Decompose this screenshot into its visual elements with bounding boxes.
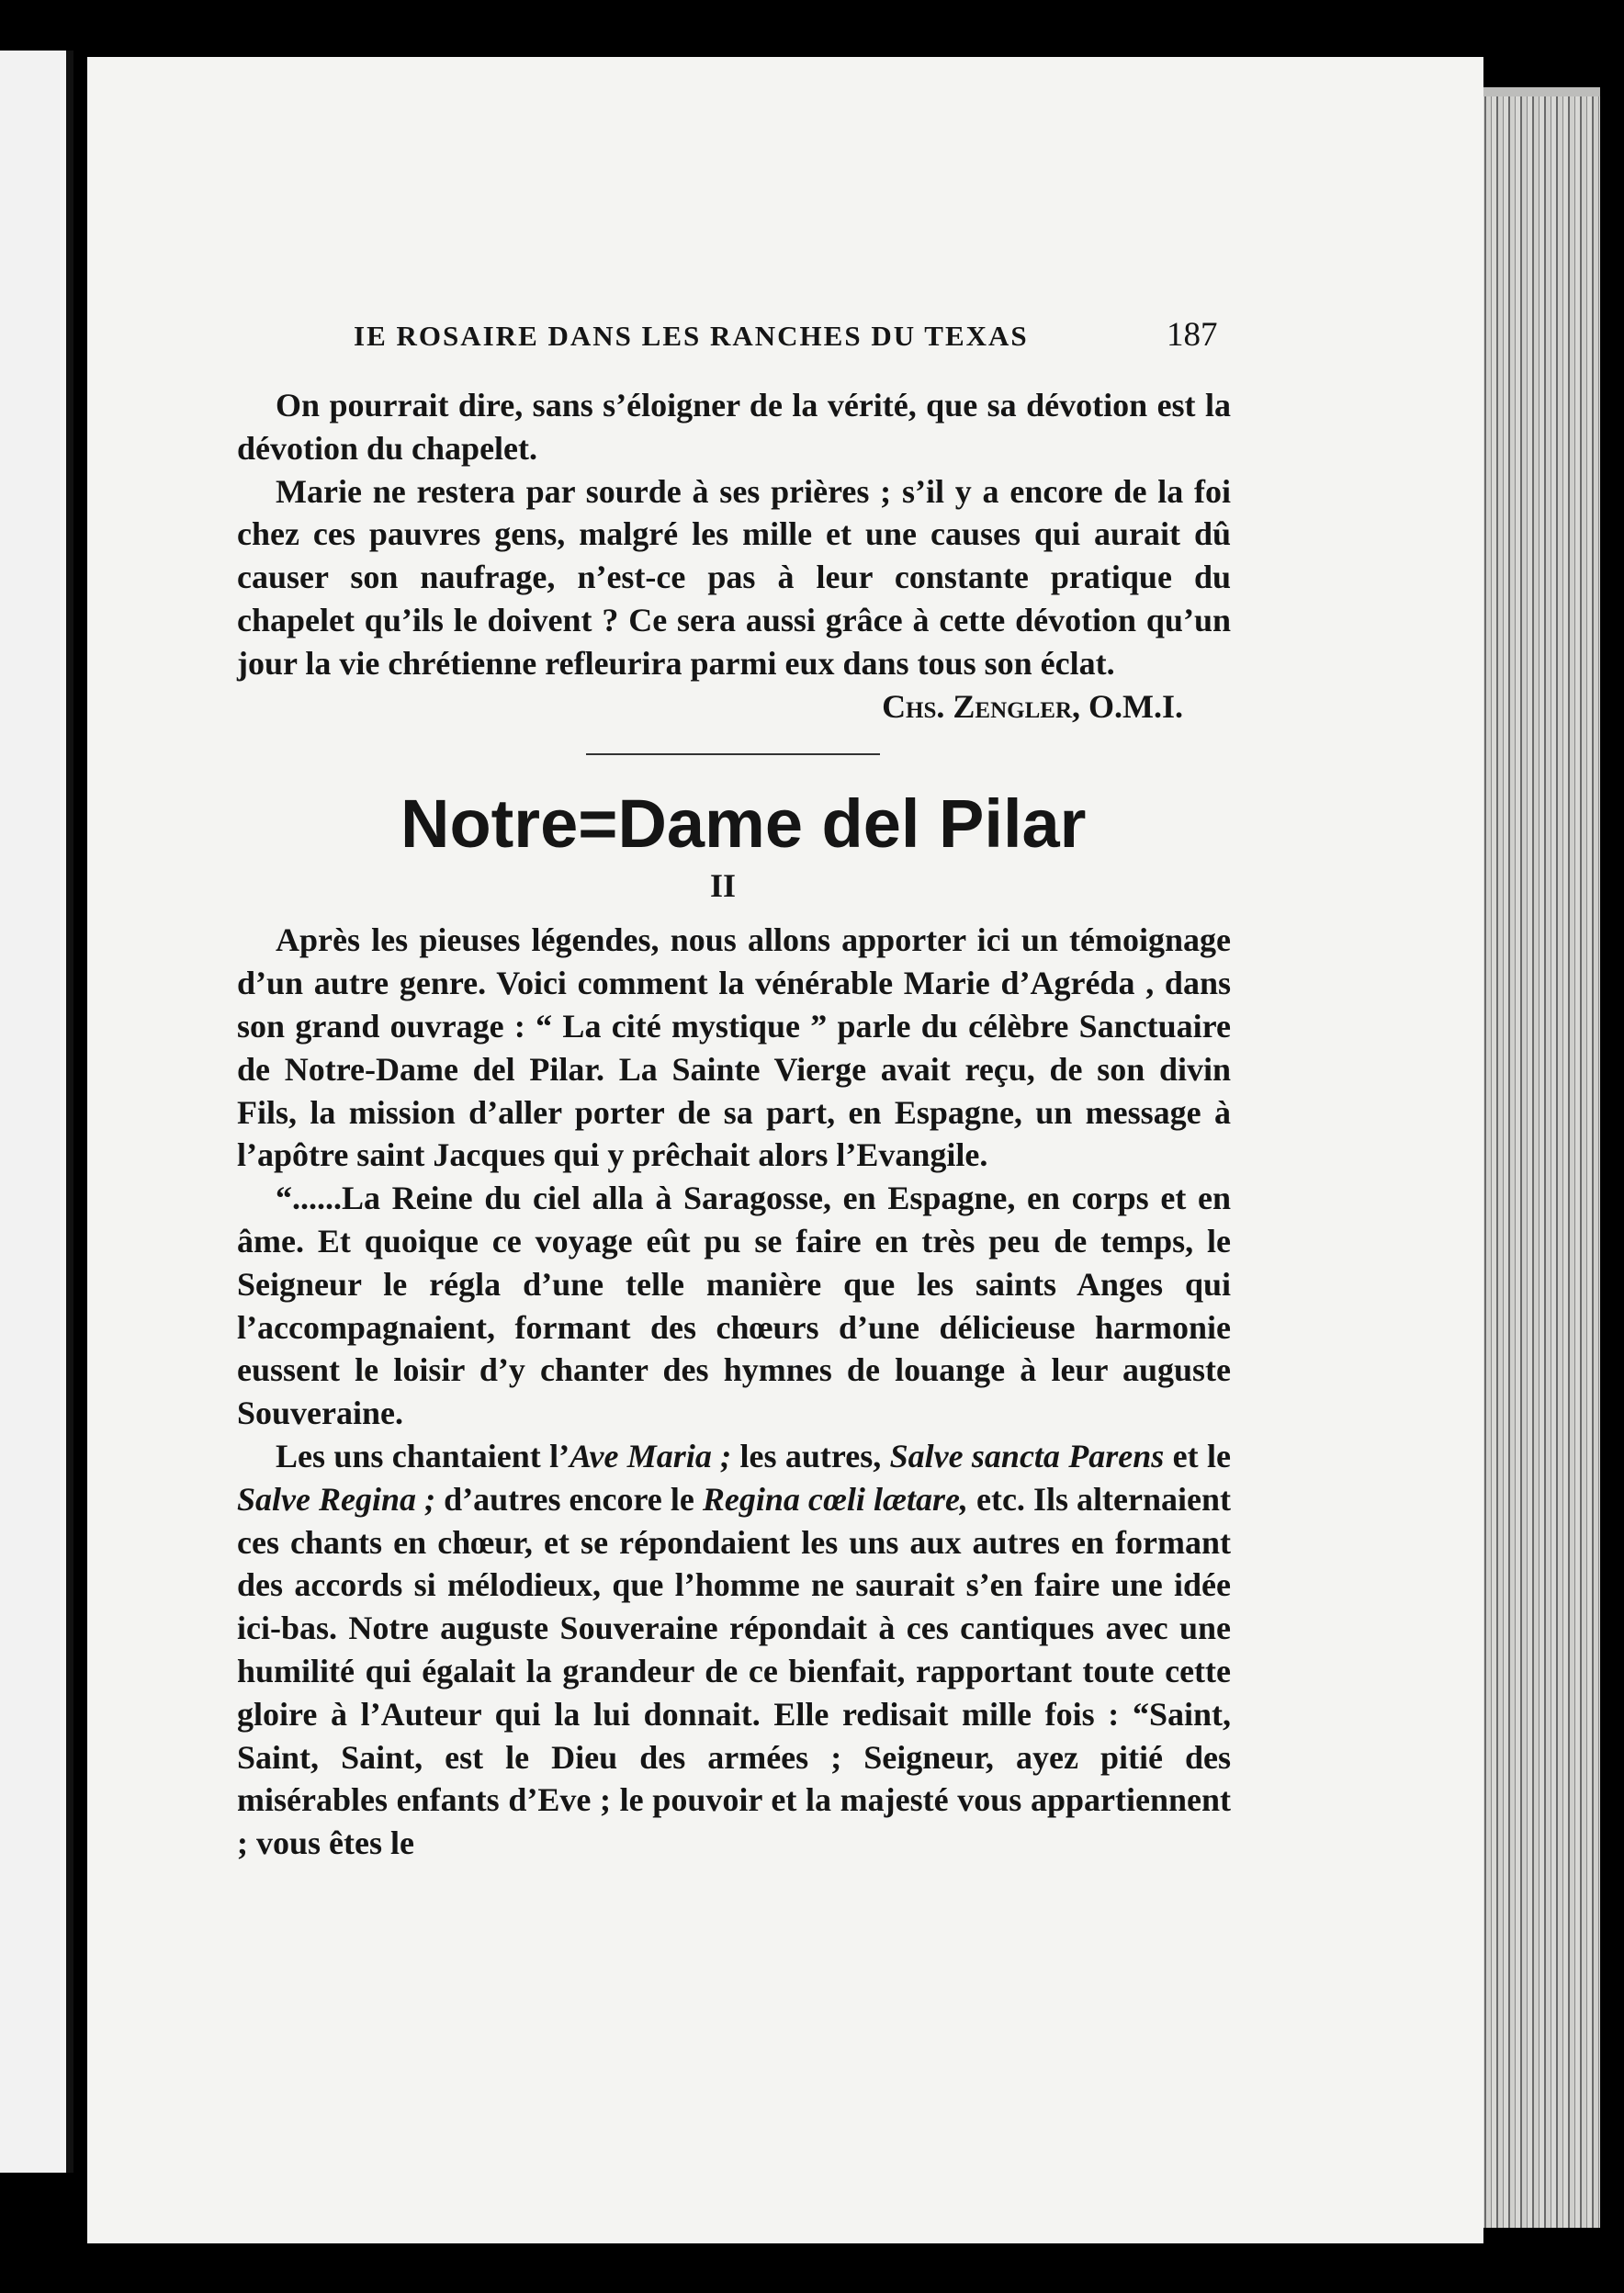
latin-phrase: Salve Regina ; xyxy=(237,1480,436,1518)
text-block xyxy=(237,384,1231,1865)
latin-phrase: Salve sancta Parens xyxy=(889,1437,1165,1474)
paragraph-saragosse: “......La Reine du ciel alla à Saragosse, en Espagne, en corps et en âme. Et quoique ce voyage eût pu se faire en très peu de temps, le Seigneur le régla d’une telle manière que les saints Anges qui l’accompagnaient, formant des chœurs d’une délicieuse harmonie eussent le loisir d’y chanter des hymnes de louange à leur auguste Souveraine. xyxy=(237,1180,1231,1432)
text-run: etc. Ils alternaient ces chants en chœur, et se répondaient les uns aux autres en formant des accords si mélodieux, que l’homme ne saurait s’en faire une idée ici-bas. Notre auguste Souveraine répondait à ces cantiques avec une humilité qui égalait la grandeur de ce bienfait, rapportant toute cette gloire à l’Auteur qui la lui donnait. Elle redisait mille fois : “Saint, Saint, Saint, est le Dieu des armées ; Seigneur, ayez pitié des misérables enfants d’Eve ; le pouvoir et la majesté vous appartiennent ; vous êtes le xyxy=(237,1480,1231,1862)
article-part-number: II xyxy=(710,867,737,905)
paragraph-chants xyxy=(237,1435,1231,1865)
latin-phrase: Ave Maria ; xyxy=(570,1437,732,1474)
text-run: et le xyxy=(1164,1437,1231,1474)
text-run: Les uns chantaient l’ xyxy=(276,1437,570,1474)
running-head: IE ROSAIRE DANS LES RANCHES DU TEXAS xyxy=(354,320,1029,352)
paragraph-devotion: On pourrait dire, sans s’éloigner de la vérité, que sa dévotion est la dévotion du chapelet. xyxy=(237,387,1231,467)
latin-phrase: Regina cœli lætare, xyxy=(702,1480,968,1518)
section-divider xyxy=(586,753,880,755)
facing-page-edge xyxy=(0,51,73,2173)
paragraph-legends: Après les pieuses légendes, nous allons apporter ici un témoignage d’un autre genre. Voici comment la vénérable Marie d’Agréda , dans son grand ouvrage : “ La cité mystique ” parle du célèbre Sanctuaire de Notre-Dame del Pilar. La Sainte Vierge avait reçu, de son divin Fils, la mission d’aller porter de sa part, en Espagne, un message à l’apôtre saint Jacques qui y prêchait alors l’Evangile. xyxy=(237,921,1231,1174)
paragraph-marie: Marie ne restera par sourde à ses prières ; s’il y a encore de la foi chez ces pauvres gens, malgré les mille et une causes qui aurait dû causer son naufrage, n’est-ce pas à leur constante pratique du chapelet qu’ils le doivent ? Ce sera aussi grâce à cette dévotion qu’un jour la vie chrétienne refleurira parmi eux dans tous son éclat. xyxy=(237,472,1231,682)
text-run: d’autres encore le xyxy=(435,1480,703,1518)
author-signature: Chs. Zengler, O.M.I. xyxy=(882,687,1183,725)
article-title: Notre=Dame del Pilar xyxy=(400,785,1087,863)
text-run: les autres, xyxy=(731,1437,890,1474)
page-number: 187 xyxy=(1167,316,1218,354)
